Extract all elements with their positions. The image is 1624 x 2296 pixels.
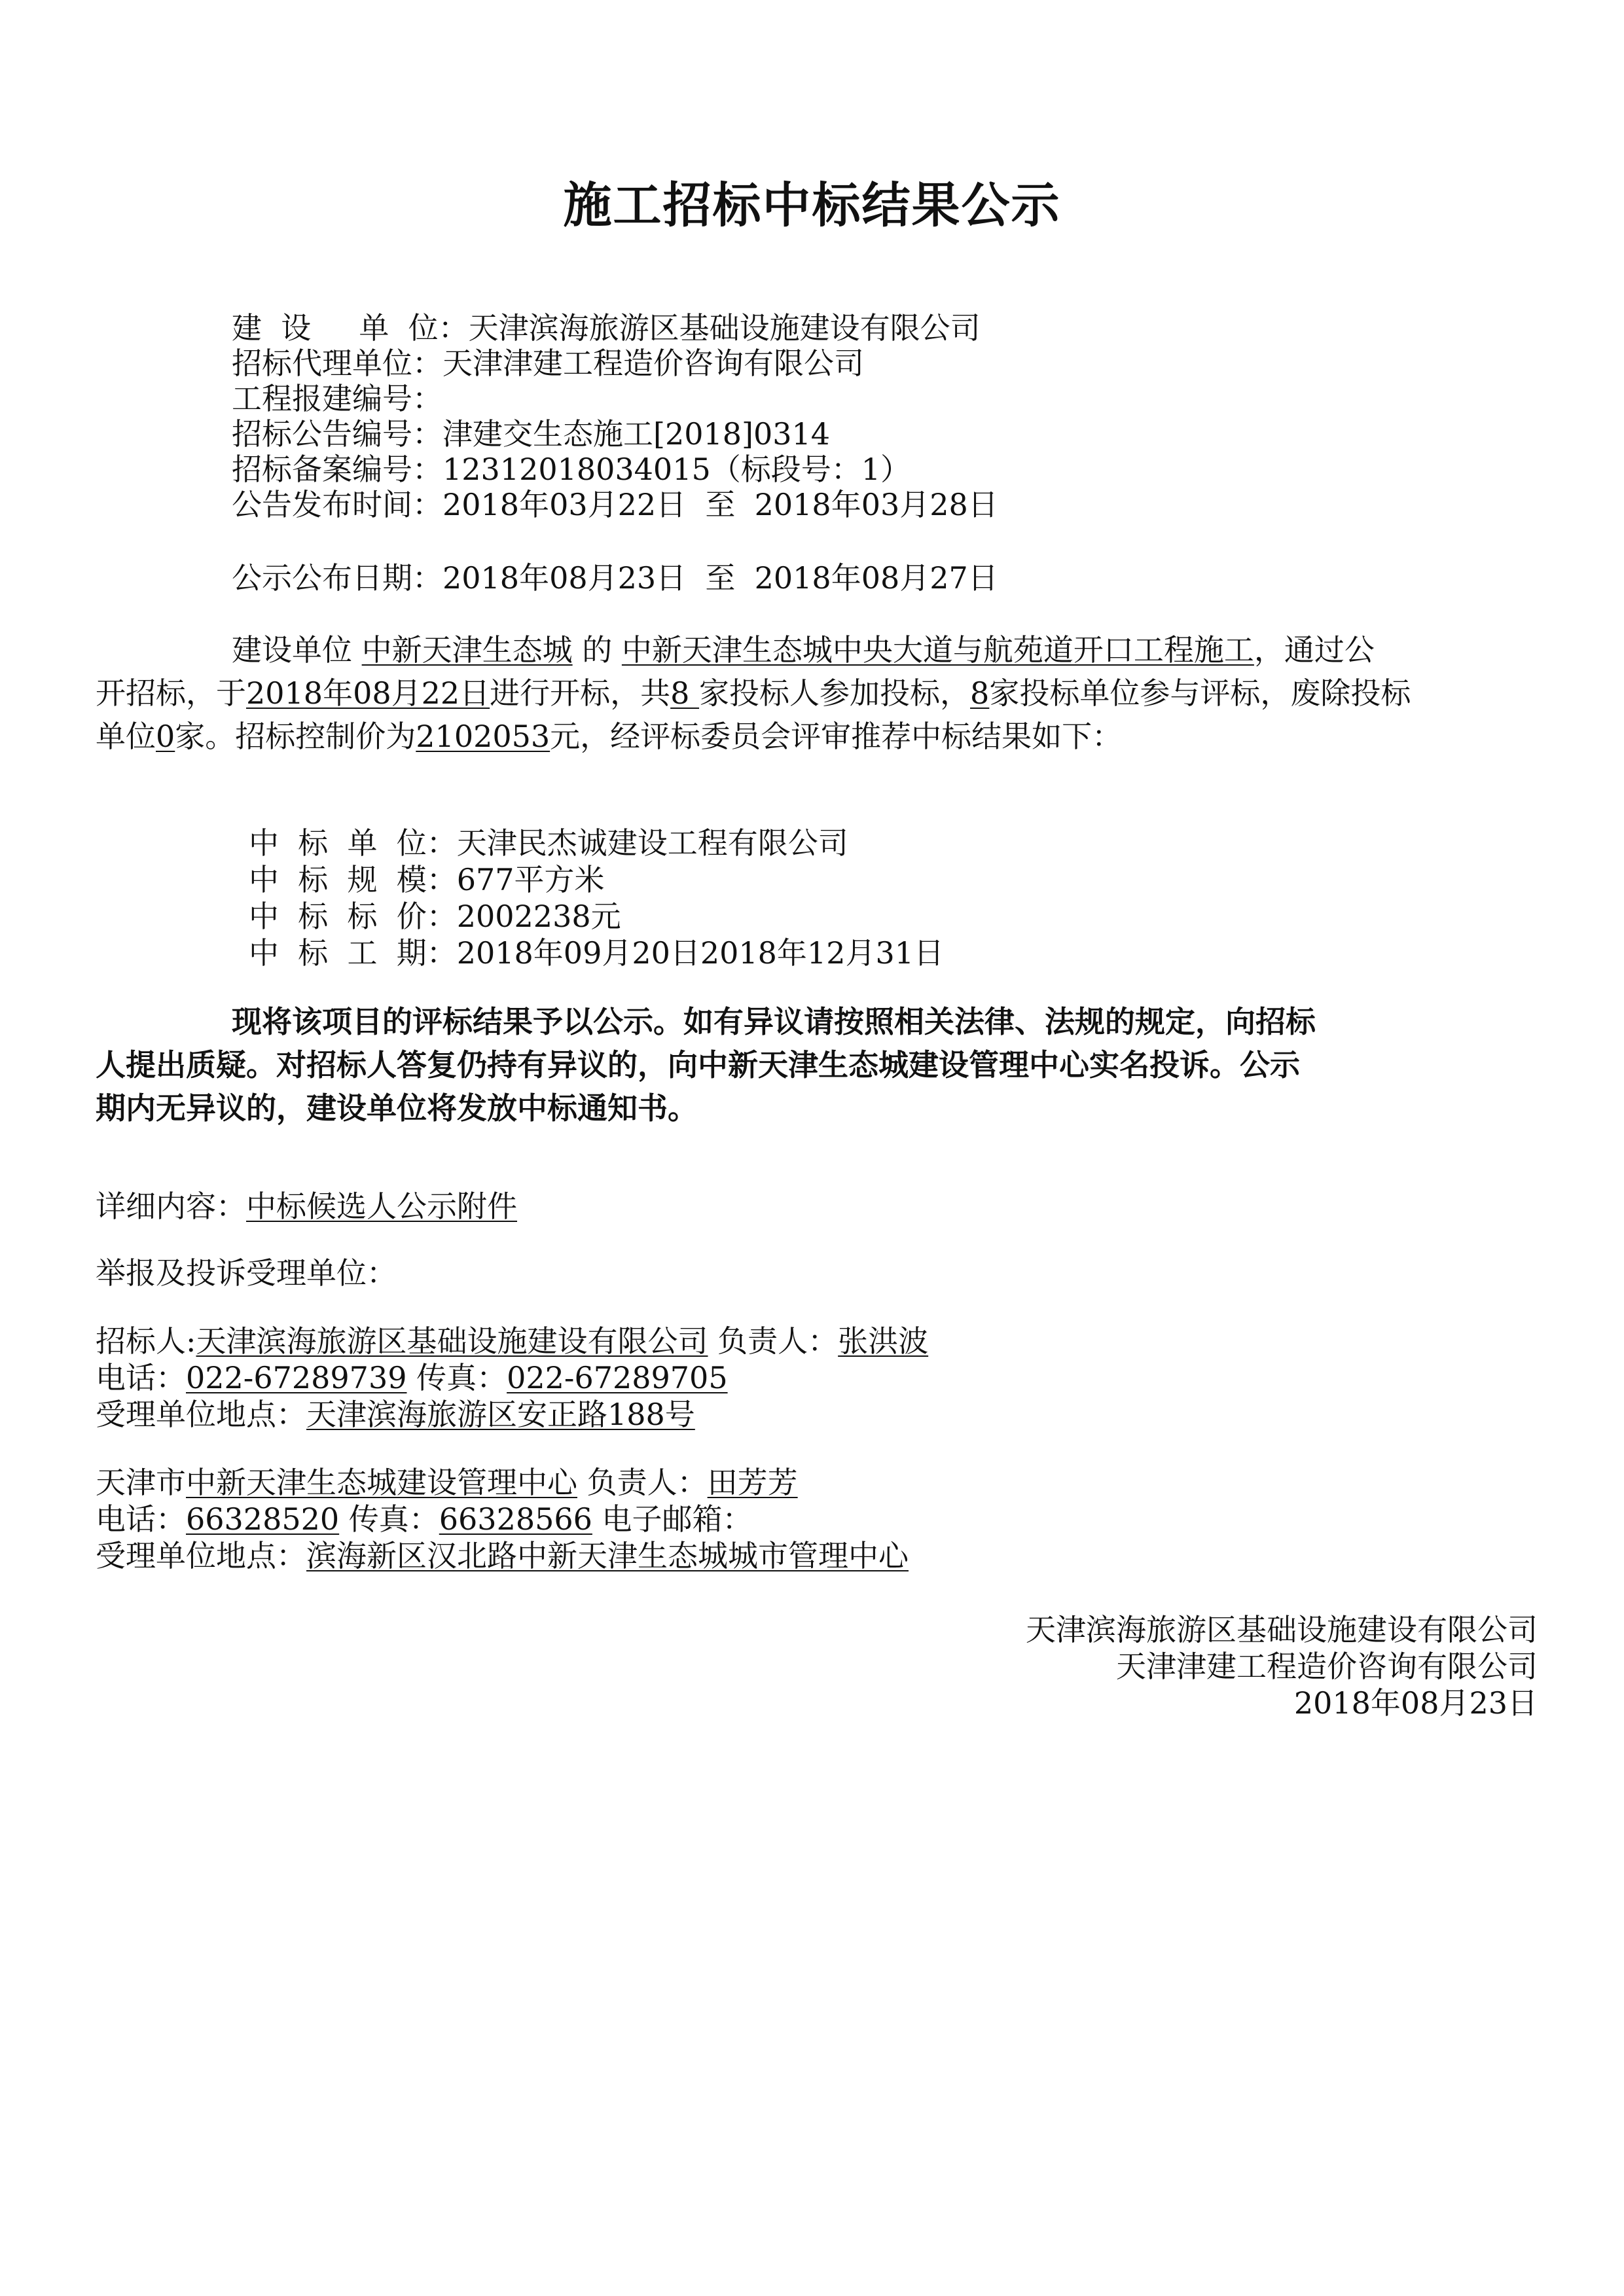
center-person: 田芳芳	[707, 1465, 798, 1500]
record-no-row	[232, 451, 911, 488]
period-value: 2018年09月20日2018年12月31日	[456, 935, 944, 971]
address-label: 受理单位地点：	[96, 1397, 306, 1432]
tenderer-label: 招标人:	[96, 1323, 196, 1359]
rejected-count: 0	[156, 719, 175, 754]
tel-value: 022-67289739	[186, 1360, 407, 1395]
address-value: 天津滨海旅游区安正路188号	[306, 1397, 695, 1432]
notice-no-row	[232, 416, 830, 452]
announce-date-row	[232, 560, 998, 596]
fax-value: 022-67289705	[507, 1360, 728, 1395]
notice-no-value: 津建交生态施工[2018]0314	[442, 416, 831, 452]
record-no-value: 12312018034015（标段号：1）	[442, 452, 911, 487]
announce-date-label: 公示公布日期：	[232, 560, 442, 596]
tenderer-row	[96, 1323, 928, 1359]
scale-label: 中 标 规 模：	[249, 862, 457, 897]
center-address-label: 受理单位地点：	[96, 1538, 306, 1573]
bidder-count: 8	[670, 675, 700, 711]
tel-label: 电话：	[96, 1360, 186, 1395]
intro-text: 开招标，于	[96, 675, 246, 711]
construction-unit-label: 建 设 单 位：	[232, 310, 469, 346]
intro-text: 元，经评标委员会评审推荐中标结果如下：	[550, 719, 1123, 754]
notice-no-label: 招标公告编号：	[232, 416, 442, 452]
tenderer-person-label: 负责人：	[708, 1323, 839, 1359]
intro-line-1	[232, 628, 1375, 672]
center-fax-value: 66328566	[439, 1501, 592, 1537]
period-label: 中 标 工 期：	[249, 935, 457, 971]
announce-date-value: 2018年08月23日 至 2018年08月27日	[442, 560, 998, 596]
scale-row	[249, 861, 605, 898]
agent-value: 天津津建工程造价咨询有限公司	[442, 346, 864, 381]
center-contact-row	[96, 1501, 753, 1537]
tenderer-person: 张洪波	[838, 1323, 929, 1359]
center-fax-label: 传真：	[339, 1501, 439, 1537]
fax-label: 传真：	[406, 1360, 507, 1395]
city-prefix: 天津市	[96, 1465, 186, 1500]
evaluated-count: 8	[970, 675, 990, 711]
publish-time-row	[232, 486, 998, 523]
intro-text: ，通过公	[1254, 632, 1375, 668]
intro-line-2	[96, 672, 1411, 715]
construction-unit-value: 天津滨海旅游区基础设施建设有限公司	[468, 310, 981, 346]
open-date: 2018年08月22日	[246, 675, 490, 711]
details-row	[96, 1188, 517, 1225]
intro-text: 的	[572, 632, 622, 668]
price-value: 2002238元	[456, 899, 621, 934]
scale-value: 677平方米	[456, 862, 605, 897]
control-price: 2102053	[416, 719, 550, 754]
signature-org-1: 天津滨海旅游区基础设施建设有限公司	[1026, 1612, 1538, 1647]
attachment-link[interactable]: 中标候选人公示附件	[246, 1189, 517, 1224]
period-row	[249, 935, 944, 971]
page-title: 施工招标中标结果公示	[563, 177, 1061, 234]
details-label: 详细内容：	[96, 1189, 246, 1224]
winner-value: 天津民杰诚建设工程有限公司	[456, 825, 848, 861]
statement-line-1: 现将该项目的评标结果予以公示。如有异议请按照相关法律、法规的规定，向招标	[232, 1004, 1316, 1039]
price-row	[249, 898, 621, 935]
winner-row	[249, 825, 848, 861]
email-label: 电子邮箱：	[592, 1501, 753, 1537]
construction-unit-row	[232, 310, 981, 346]
tenderer-value: 天津滨海旅游区基础设施建设有限公司	[196, 1323, 708, 1359]
center-name: 中新天津生态城建设管理中心	[186, 1465, 577, 1500]
agent-row	[232, 345, 864, 382]
center-tel-value: 66328520	[186, 1501, 340, 1537]
project-no-row	[232, 380, 442, 417]
builder-name: 中新天津生态城	[361, 632, 573, 668]
project-no-label: 工程报建编号：	[232, 381, 442, 416]
intro-text: 家。招标控制价为	[175, 719, 416, 754]
intro-text: 单位	[96, 719, 156, 754]
intro-line-3	[96, 715, 1122, 758]
complaint-heading: 举报及投诉受理单位：	[96, 1255, 397, 1291]
publish-time-label: 公告发布时间：	[232, 487, 442, 522]
intro-text: 家投标人参加投标，	[699, 675, 971, 711]
publish-time-value: 2018年03月22日 至 2018年03月28日	[442, 487, 998, 522]
center-address-value: 滨海新区汉北路中新天津生态城城市管理中心	[306, 1538, 909, 1573]
signature-org-2: 天津津建工程造价咨询有限公司	[1116, 1649, 1538, 1684]
intro-text: 进行开标，共	[490, 675, 671, 711]
tenderer-address-row	[96, 1396, 695, 1433]
price-label: 中 标 标 价：	[249, 899, 457, 934]
intro-text: 家投标单位参与评标，废除投标	[989, 675, 1411, 711]
tenderer-contact-row	[96, 1359, 728, 1396]
statement-line-3: 期内无异议的，建设单位将发放中标通知书。	[96, 1090, 698, 1126]
record-no-label: 招标备案编号：	[232, 452, 442, 487]
center-row	[96, 1464, 798, 1501]
intro-text: 建设单位	[232, 632, 362, 668]
center-person-label: 负责人：	[577, 1465, 708, 1500]
project-name: 中新天津生态城中央大道与航苑道开口工程施工	[621, 632, 1254, 668]
winner-label: 中 标 单 位：	[249, 825, 457, 861]
statement-line-2: 人提出质疑。对招标人答复仍持有异议的，向中新天津生态城建设管理中心实名投诉。公示	[96, 1047, 1300, 1083]
center-tel-label: 电话：	[96, 1501, 186, 1537]
signature-date: 2018年08月23日	[1293, 1685, 1538, 1721]
agent-label: 招标代理单位：	[232, 346, 442, 381]
center-address-row	[96, 1537, 909, 1574]
